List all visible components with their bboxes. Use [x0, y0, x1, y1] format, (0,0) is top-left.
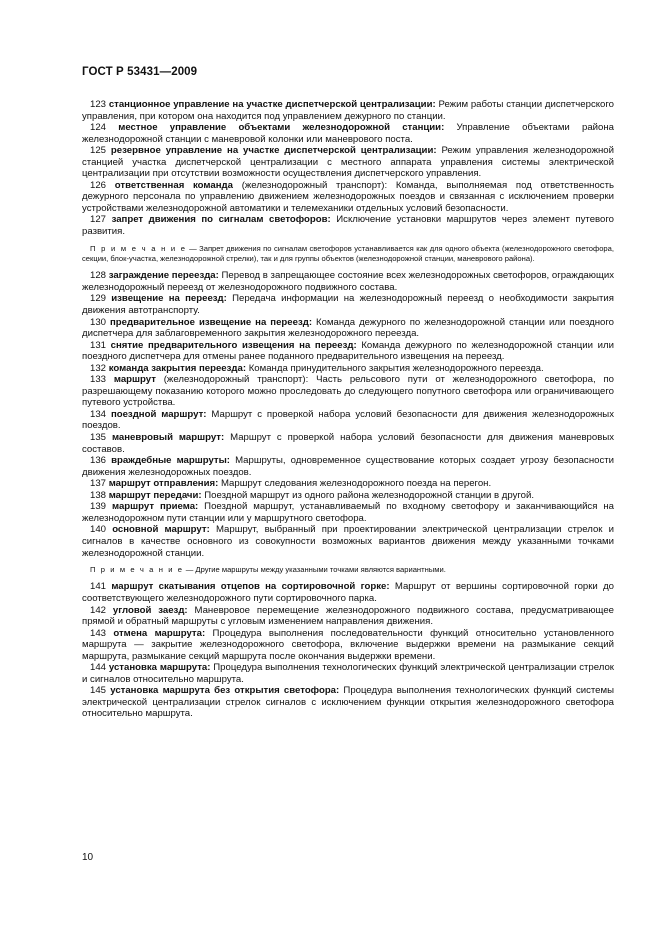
term-definition: Исключение установки маршрутов через элемент путевого развития. [82, 214, 614, 238]
term-definition: Режим работы станции диспетчерского управления, при котором она находится под управлением дежурного по станции. [82, 99, 615, 122]
term-number: 135 [90, 432, 107, 444]
term-entry [82, 581, 614, 604]
term-title: ответственная команда [114, 179, 233, 191]
entries-group-a [82, 99, 614, 238]
term-definition: Маршрут, выбранный при проектировании электрической централизации стрелок и сигналов в качестве основного из совокупности возможных вариантов движения между указанными точками железнодорожной станции. [82, 524, 614, 559]
note-1 [82, 244, 614, 265]
term-number: 132 [90, 362, 107, 374]
term-title: команда закрытия переезда: [108, 362, 247, 374]
term-number: 126 [90, 179, 107, 191]
note-text: — Запрет движения по сигналам светофоров устанавливается как для одного объекта (железнодорожного светофора, секции, блок-участка, железнодорожной стрелки), так и для группы объектов (железнодорожной станции, маневрового района). [82, 243, 614, 263]
term-number: 141 [90, 581, 107, 593]
note-text: — Другие маршруты между указанными точками являются вариантными. [185, 565, 446, 575]
term-number: 129 [90, 293, 107, 305]
term-title: маршрут передачи: [108, 489, 202, 501]
term-title: снятие предварительного извещения на переезд: [110, 339, 357, 351]
term-entry [82, 340, 614, 363]
term-number: 137 [90, 478, 107, 490]
term-definition: (железнодорожный транспорт): Команда, выполняемая под ответственность дежурного персонала по управлению движением железнодорожных поездов и связанная с исключением проверки устройствами железнодорожной автоматики и телемеханики отдельных условий безопасности. [82, 179, 614, 214]
term-title: установка маршрута: [108, 662, 211, 674]
term-definition: Передача информации на железнодорожный переезд о необходимости закрытия движения автотранспорту. [82, 293, 614, 317]
term-entry [82, 455, 614, 478]
term-title: маршрут [113, 374, 156, 386]
term-title: враждебные маршруты: [111, 455, 231, 467]
term-title: извещение на переезд: [111, 293, 227, 305]
term-number: 139 [90, 501, 107, 513]
term-number: 142 [90, 604, 107, 616]
term-definition: Перевод в запрещающее состояние всех железнодорожных светофоров, ограждающих железнодорожный переезд от железнодорожного подвижного состава. [82, 270, 614, 293]
term-number: 134 [90, 408, 107, 420]
term-number: 138 [90, 489, 107, 501]
term-number: 123 [90, 99, 107, 110]
term-number: 133 [90, 374, 107, 386]
term-number: 127 [90, 214, 107, 226]
term-entry [82, 409, 614, 432]
term-title: запрет движения по сигналам светофоров: [111, 214, 331, 226]
term-title: маршрут приема: [111, 501, 199, 513]
term-title: основной маршрут: [112, 524, 210, 536]
term-entry [82, 293, 614, 316]
term-definition: Процедура выполнения технологических функций системы электрической централизации стрелок сигналов с исключением функции открытия железнодорожного светофора относительно маршрута. [82, 685, 615, 720]
term-entry [82, 214, 614, 237]
term-definition: Команда принудительного закрытия железнодорожного переезда. [248, 362, 544, 374]
term-title: маневровый маршрут: [111, 432, 225, 444]
term-entry [82, 685, 614, 720]
term-entry [82, 490, 614, 502]
term-number: 131 [90, 339, 107, 351]
term-number: 144 [90, 662, 107, 674]
term-title: местное управление объектами железнодорожной станции: [118, 122, 445, 134]
term-definition: Маневровое перемещение железнодорожного подвижного состава, предусматривающее прямой и обратный маршруты с угловым изменением направления движения. [82, 604, 615, 628]
term-definition: Поездной маршрут, устанавливаемый по входному светофору и заканчивающийся на железнодорожном пути станции или у маршрутного светофора. [82, 501, 614, 524]
term-title: резервное управление на участке диспетчерской централизации: [110, 145, 437, 157]
note-label: П р и м е ч а н и е [90, 243, 187, 253]
term-definition: (железнодорожный транспорт): Часть рельсового пути от железнодорожного светофора, по разрешающему показанию которого можно проследовать до следующего попутного светофора или ограничивающего путевого устройства. [82, 374, 614, 409]
term-entry [82, 501, 614, 524]
term-title: предварительное извещение на переезд: [110, 316, 313, 328]
term-entry [82, 524, 614, 559]
term-title: маршрут скатывания отцепов на сортировочной горке: [111, 581, 390, 593]
entries-group-b [82, 270, 614, 559]
document-body [82, 99, 614, 720]
document-header: ГОСТ Р 53431—2009 [82, 66, 198, 78]
term-entry [82, 270, 614, 293]
term-definition: Режим управления железнодорожной станцией участка диспетчерской централизации с местного аппарата управления системы электрической централизации при отсутствии возможности осуществления диспетчерского управления. [82, 145, 615, 180]
term-title: станционное управление на участке диспетчерской централизации: [108, 99, 436, 110]
term-entry [82, 478, 614, 490]
term-definition: Управление объектами района железнодорожной станции с маневровой колонки или маневрового поста. [82, 122, 615, 145]
term-number: 143 [90, 627, 107, 639]
term-title: установка маршрута без открытия светофора: [110, 685, 340, 697]
term-number: 128 [90, 270, 107, 282]
term-definition: Маршрут от вершины сортировочной горки до соответствующего железнодорожного пути сортировочного парка. [82, 581, 615, 604]
term-number: 125 [90, 145, 107, 157]
term-entry [82, 317, 614, 340]
note-2 [82, 565, 614, 575]
term-entry [82, 432, 614, 455]
term-number: 124 [90, 122, 107, 134]
term-number: 145 [90, 685, 107, 697]
term-entry [82, 605, 614, 628]
term-entry [82, 363, 614, 375]
term-number: 130 [90, 316, 107, 328]
term-title: угловой заезд: [112, 604, 188, 616]
term-entry [82, 180, 614, 215]
term-title: маршрут отправления: [108, 478, 219, 490]
page-number: 10 [82, 852, 94, 863]
term-entry [82, 374, 614, 409]
term-definition: Процедура выполнения последовательности функций относительно установленного маршрута — закрытие железнодорожного светофора, включение выдержки времени на размыкание секций маршрута, размыкание секций маршрута после окончания выдержки времени. [82, 627, 614, 662]
term-title: отмена маршрута: [113, 627, 206, 639]
term-entry [82, 122, 614, 145]
term-definition: Маршрут следования железнодорожного поезда на перегон. [220, 478, 492, 490]
entries-group-c [82, 581, 614, 720]
term-definition: Команда дежурного по железнодорожной станции или поездного диспетчера для отмены ранее поданного предварительного извещения на переезд. [82, 339, 614, 363]
note-label: П р и м е ч а н и е [90, 565, 184, 575]
term-entry [82, 662, 614, 685]
term-title: поездной маршрут: [110, 408, 207, 420]
term-definition: Маршрут с проверкой набора условий безопасности для движения железнодорожных поездов. [82, 408, 615, 432]
term-entry [82, 628, 614, 663]
term-title: заграждение переезда: [108, 270, 219, 282]
term-entry [82, 145, 614, 180]
term-definition: Процедура выполнения технологических функций электрической централизации стрелок и сигналов относительно маршрута. [82, 662, 614, 685]
term-number: 136 [90, 455, 107, 467]
term-entry [82, 99, 614, 122]
term-definition: Маршрут с проверкой набора условий безопасности для движения маневровых составов. [82, 432, 615, 455]
term-definition: Маршруты, одновременное существование которых создает угрозу безопасности движения железнодорожных поездов. [82, 455, 615, 478]
term-definition: Команда дежурного по железнодорожной станции или поездного диспетчера для заблаговременного закрытия железнодорожного переезда. [82, 316, 615, 340]
term-number: 140 [90, 524, 107, 536]
term-definition: Поездной маршрут из одного района железнодорожной станции в другой. [204, 489, 535, 501]
